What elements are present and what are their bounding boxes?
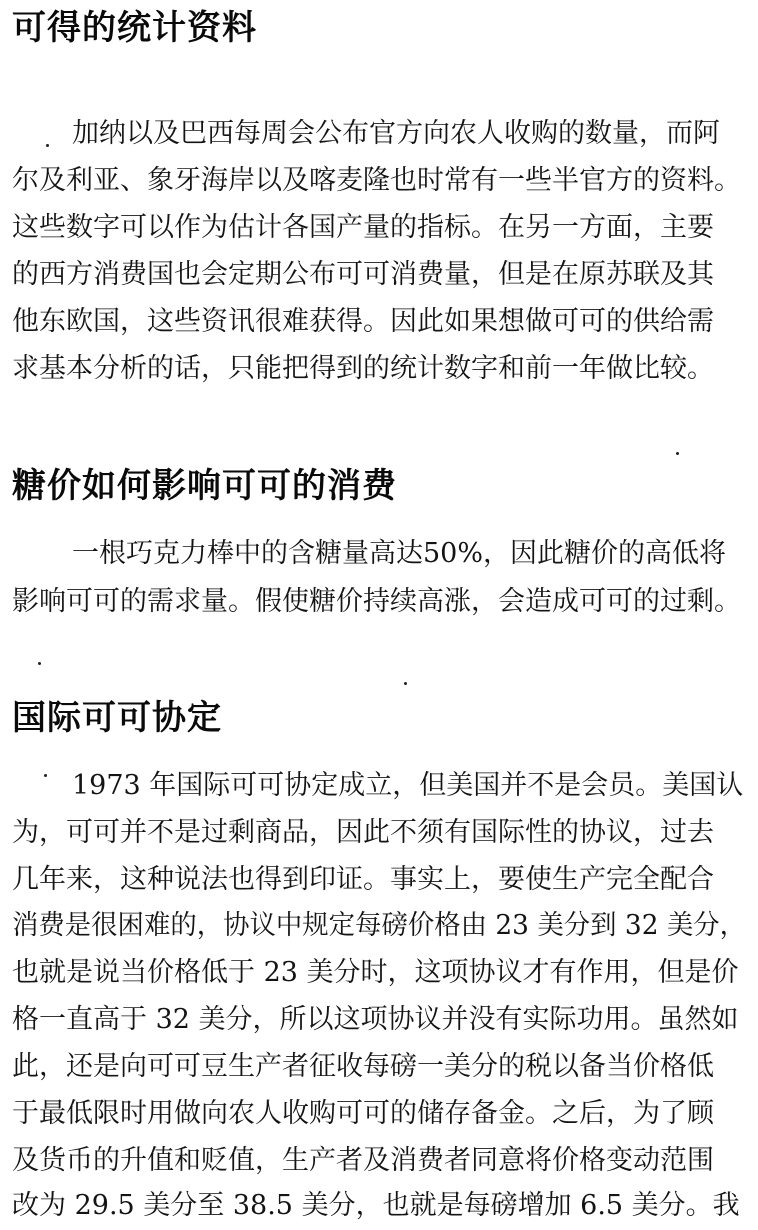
paragraph-line: 影响可可的需求量。假使糖价持续高涨，会造成可可的过剩。 bbox=[12, 586, 741, 617]
paragraph-line: 一根巧克力棒中的含糖量高达50%，因此糖价的高低将 bbox=[72, 538, 727, 569]
scan-speck bbox=[404, 682, 407, 685]
paragraph-line: 改为 29.5 美分至 38.5 美分，也就是每磅增加 6.5 美分。我 bbox=[12, 1190, 740, 1221]
paragraph-line: 此，还是向可可豆生产者征收每磅一美分的税以备当价格低 bbox=[12, 1051, 714, 1082]
section-heading-cocoa-agreement: 国际可可协定 bbox=[12, 698, 222, 738]
paragraph-line: 也就是说当价格低于 23 美分时，这项协议才有作用，但是价 bbox=[12, 957, 739, 988]
scan-speck bbox=[44, 774, 47, 777]
paragraph-line: 尔及利亚、象牙海岸以及喀麦隆也时常有一些半官方的资料。 bbox=[12, 165, 741, 196]
paragraph-line: 格一直高于 32 美分，所以这项协议并没有实际功用。虽然如 bbox=[12, 1004, 739, 1035]
paragraph-line: 及货币的升值和贬值，生产者及消费者同意将价格变动范围 bbox=[12, 1145, 714, 1176]
scan-speck bbox=[38, 662, 41, 665]
paragraph-line: 的西方消费国也会定期公布可可消费量，但是在原苏联及其 bbox=[12, 259, 714, 290]
scan-speck bbox=[46, 144, 49, 147]
section-heading-statistics: 可得的统计资料 bbox=[12, 8, 257, 48]
paragraph-line: 加纳以及巴西每周会公布官方向农人收购的数量，而阿 bbox=[72, 118, 720, 149]
paragraph-line: 求基本分析的话，只能把得到的统计数字和前一年做比较。 bbox=[12, 353, 714, 384]
paragraph-line: 他东欧国，这些资讯很难获得。因此如果想做可可的供给需 bbox=[12, 306, 714, 337]
paragraph-line: 几年来，这种说法也得到印证。事实上，要使生产完全配合 bbox=[12, 864, 714, 895]
paragraph-line: 1973 年国际可可协定成立，但美国并不是会员。美国认 bbox=[72, 770, 744, 801]
paragraph-line: 这些数字可以作为估计各国产量的指标。在另一方面，主要 bbox=[12, 212, 714, 243]
scan-speck bbox=[676, 452, 679, 455]
paragraph-line: 为，可可并不是过剩商品，因此不须有国际性的协议，过去 bbox=[12, 817, 714, 848]
paragraph-line: 消费是很困难的，协议中规定每磅价格由 23 美分到 32 美分， bbox=[12, 910, 747, 941]
section-heading-sugar-price: 糖价如何影响可可的消费 bbox=[12, 466, 397, 506]
paragraph-line: 于最低限时用做向农人收购可可的储存备金。之后，为了顾 bbox=[12, 1098, 714, 1129]
